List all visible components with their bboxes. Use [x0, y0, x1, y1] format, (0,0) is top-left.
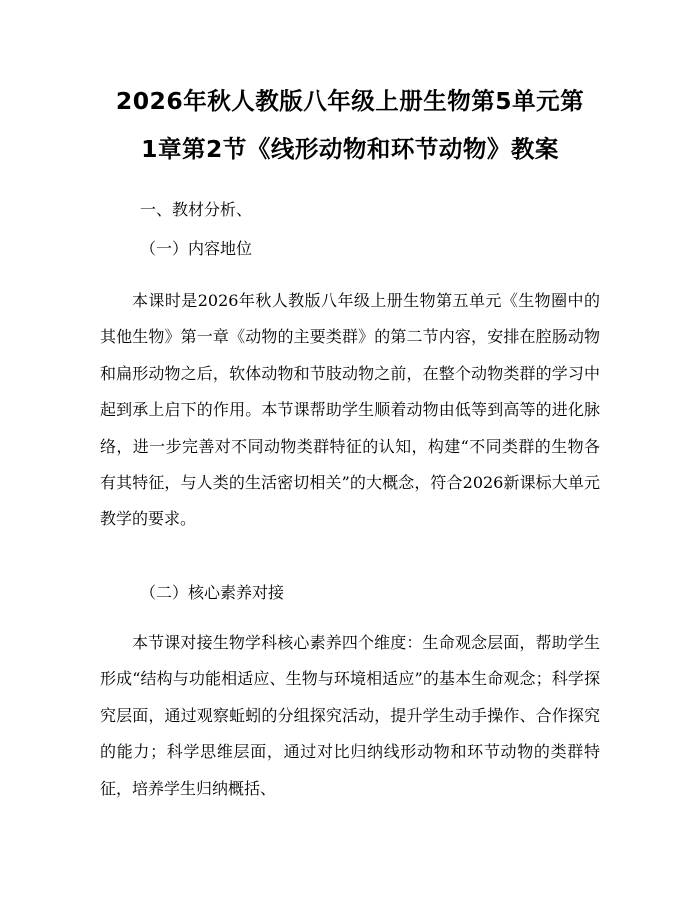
paragraph-core-literacy: 本节课对接生物学科核心素养四个维度：生命观念层面，帮助学生形成“结构与功能相适应、生物与环境相适应”的基本生命观念；科学探究层面，通过观察蚯蚓的分组探究活动，提升学生动手操作、合作探究的能力；科学思维层面，通过对比归纳线形动物和环节动物的类群特征，培养学生归纳概括、: [100, 633, 600, 798]
document-title-line-1: 2026年秋人教版八年级上册生物第5单元第: [115, 87, 585, 115]
subsection-heading-core-literacy: （二）核心素养对接: [140, 583, 285, 602]
section-heading-textbook-analysis: 一、教材分析、: [140, 200, 253, 219]
subsection-heading-content-position: （一）内容地位: [140, 239, 253, 258]
paragraph-content-position: 本课时是2026年秋人教版八年级上册生物第五单元《生物圈中的其他生物》第一章《动物的主要类群》的第二节内容，安排在腔肠动物和扁形动物之后，软体动物和节肢动物之前，在整个动物类群的学习中起到承上启下的作用。本节课帮助学生顺着动物由低等到高等的进化脉络，进一步完善对不同动物类群特征的认知，构建“不同类群的生物各有其特征，与人类的生活密切相关”的大概念，符合2026新课标大单元教学的要求。: [100, 291, 600, 529]
document-title-line-2: 1章第2节《线形动物和环节动物》教案: [141, 135, 559, 163]
